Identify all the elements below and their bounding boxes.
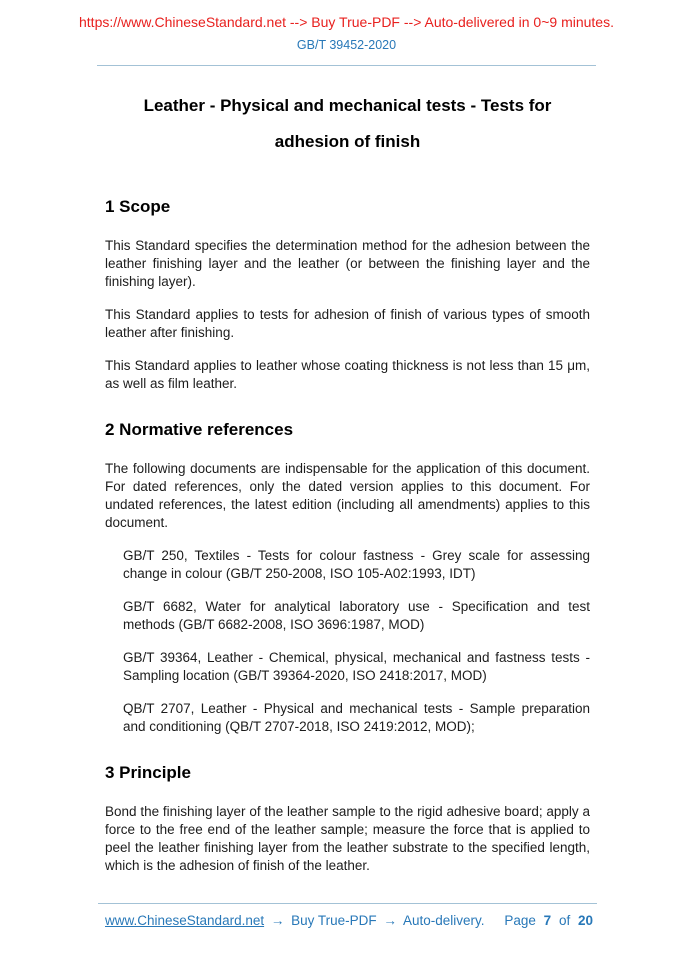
page-footer — [98, 903, 597, 928]
promo-banner-link[interactable]: https://www.ChineseStandard.net --> Buy True-PDF --> Auto-delivered in 0~9 minutes. — [79, 14, 614, 30]
page-label: Page — [504, 913, 536, 928]
section-heading-normative-references: 2 Normative references — [105, 420, 294, 439]
paragraph: This Standard specifies the determination method for the adhesion between the leather finishing layer and the leather (or between the finishing layer and the finishing layer). — [105, 238, 590, 289]
header-divider — [97, 65, 596, 66]
paragraph: This Standard applies to tests for adhesion of finish of various types of smooth leather after finishing. — [105, 307, 590, 340]
arrow-right-icon: → — [383, 913, 397, 928]
doc-number: GB/T 39452-2020 — [296, 38, 397, 52]
paragraph: The following documents are indispensable for the application of this document. For dated references, only the dated version applies to this document. For undated references, the latest edition (including all amendments) applies to this document. — [105, 461, 590, 530]
paragraph: This Standard applies to leather whose coating thickness is not less than 15 μm, as well as film leather. — [105, 358, 590, 391]
page-current: 7 — [543, 913, 552, 928]
paragraph: Bond the finishing layer of the leather sample to the rigid adhesive board; apply a force to the free end of the leather sample; measure the force that is applied to peel the leather finishing layer from the leather substrate to the specified length, which is the adhesion of finish of the leather. — [105, 804, 590, 873]
page-indicator — [502, 913, 595, 928]
reference-item: GB/T 39364, Leather - Chemical, physical, mechanical and fastness tests - Sampling location (GB/T 39364-2020, ISO 2418:2017, MOD) — [123, 650, 590, 683]
section-heading-principle: 3 Principle — [105, 763, 191, 782]
footer-site-link[interactable]: www.ChineseStandard.net — [105, 913, 265, 928]
page-header — [0, 0, 693, 66]
of-label: of — [558, 913, 571, 928]
footer-auto-delivery-label: Auto-delivery. — [402, 913, 485, 928]
footer-promo — [105, 913, 484, 928]
arrow-right-icon: → — [270, 913, 285, 928]
section-heading-scope: 1 Scope — [105, 197, 171, 216]
footer-buy-true-pdf-label: Buy True-PDF — [291, 913, 377, 928]
document-title — [105, 88, 590, 160]
page-total: 20 — [577, 913, 593, 928]
footer-divider — [98, 903, 597, 904]
document-title-line2: adhesion of finish — [274, 132, 421, 151]
document-body — [105, 88, 590, 875]
reference-item: QB/T 2707, Leather - Physical and mechanical tests - Sample preparation and conditioning (QB/T 2707-2018, ISO 2419:2012, MOD); — [123, 701, 590, 734]
reference-item: GB/T 6682, Water for analytical laboratory use - Specification and test methods (GB/T 6682-2008, ISO 3696:1987, MOD) — [123, 599, 590, 632]
reference-item: GB/T 250, Textiles - Tests for colour fastness - Grey scale for assessing change in colour (GB/T 250-2008, ISO 105-A02:1993, IDT) — [123, 548, 590, 581]
document-title-line1: Leather - Physical and mechanical tests - Tests for — [143, 96, 552, 115]
